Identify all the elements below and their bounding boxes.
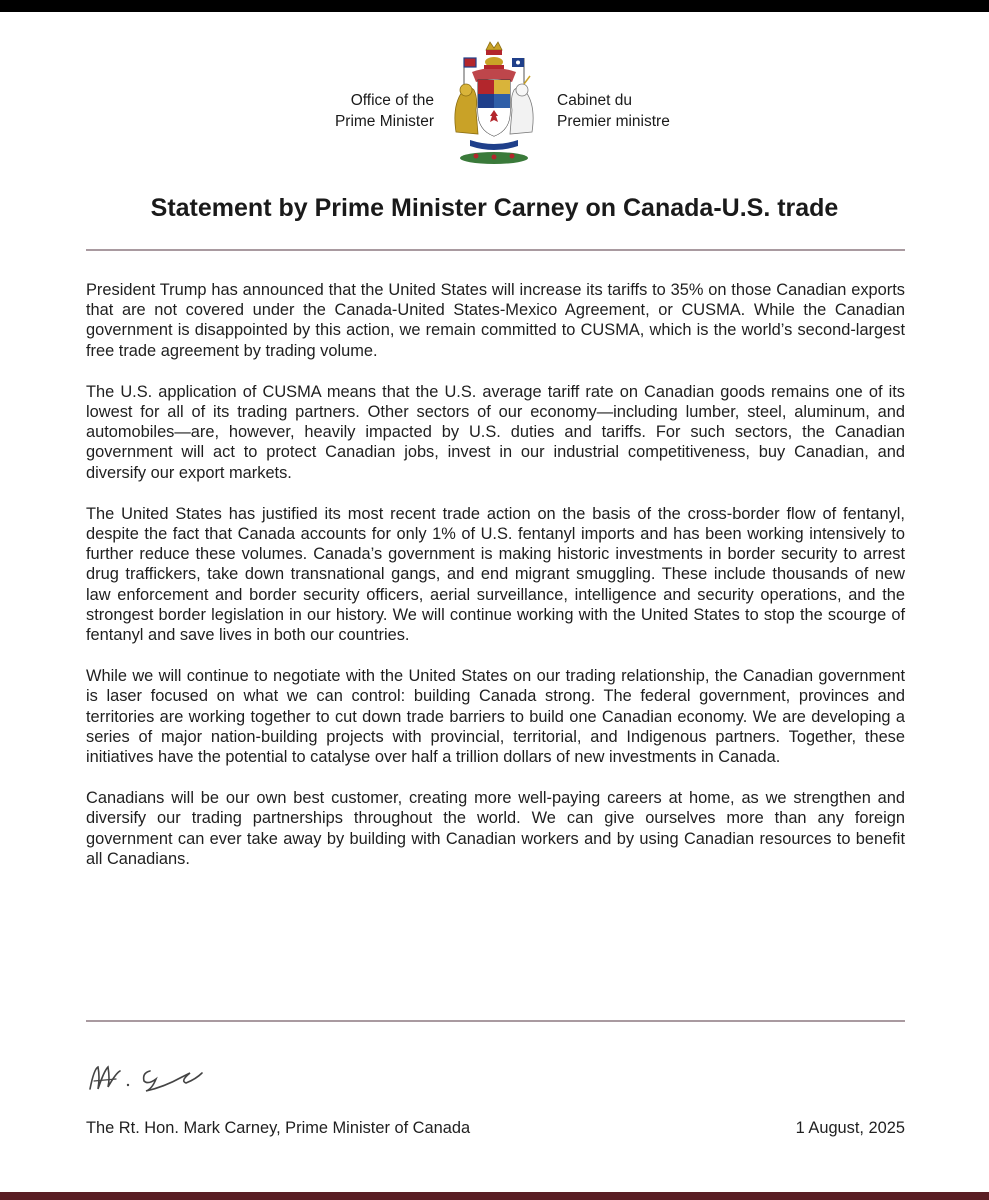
office-name-english: [260, 90, 434, 132]
statement-body: [86, 280, 905, 890]
office-name-french: [557, 90, 757, 132]
office-name-english-line1: Office of the: [350, 92, 434, 109]
top-edge-bar: [0, 0, 989, 12]
statement-date: 1 August, 2025: [795, 1119, 905, 1137]
signer-name: The Rt. Hon. Mark Carney, Prime Minister of Canada: [86, 1119, 471, 1137]
office-name-french-line2: Premier ministre: [557, 113, 670, 130]
divider-top: [86, 249, 905, 251]
signature-icon: [86, 1055, 216, 1097]
divider-bottom: [86, 1020, 905, 1022]
office-name-english-line2: Prime Minister: [334, 113, 434, 130]
paragraph: The United States has justified its most recent trade action on the basis of the cross-border flow of fentanyl, despite the fact that Canada accounts for only 1% of U.S. fentanyl imports and has been working intensively to further reduce these volumes. Canada’s government is making historic investments in border security to arrest drug traffickers, take down transnational gangs, and end migrant smuggling. These include thousands of new law enforcement and border security officers, aerial surveillance, intelligence and security operations, and the strongest border legislation in our history. We will continue working with the United States to stop the scourge of fentanyl and save lives in both our countries.: [86, 504, 905, 645]
bottom-edge-bar: [0, 1192, 989, 1200]
paragraph: While we will continue to negotiate with the United States on our trading relationship, the Canadian government is laser focused on what we can control: building Canada strong. The federal government, provinces and territories are working together to cut down trade barriers to build one Canadian economy. We are developing a series of major nation-building projects with provincial, territorial, and Indigenous partners. Together, these initiatives have the potential to catalyse over half a trillion dollars of new investments in Canada.: [86, 667, 905, 767]
paragraph: Canadians will be our own best customer, creating more well-paying careers at home, as we strengthen and diversify our trading partnerships throughout the world. We can give ourselves more than any foreign government can ever take away by building with Canadian workers and by using Canadian resources to benefit all Canadians.: [86, 789, 905, 868]
office-name-french-line1: Cabinet du: [557, 92, 632, 109]
paragraph: The U.S. application of CUSMA means that the U.S. average tariff rate on Canadian goods remains one of its lowest for all of its trading partners. Other sectors of our economy—including lumber, steel, aluminum, and automobiles—are, however, heavily impacted by U.S. duties and tariffs. For such sectors, the Canadian government will act to protect Canadian jobs, invest in our industrial competitiveness, buy Canadian, and diversify our export markets.: [86, 382, 905, 482]
paragraph: President Trump has announced that the United States will increase its tariffs to 35% on those Canadian exports that are not covered under the Canada-United States-Mexico Agreement, or CUSMA. While the Canadian government is disappointed by this action, we remain committed to CUSMA, which is the world’s second-largest free trade agreement by trading volume.: [86, 281, 905, 360]
coat-of-arms-icon: [446, 36, 542, 166]
statement-title: Statement by Prime Minister Carney on Canada-U.S. trade: [150, 194, 839, 222]
